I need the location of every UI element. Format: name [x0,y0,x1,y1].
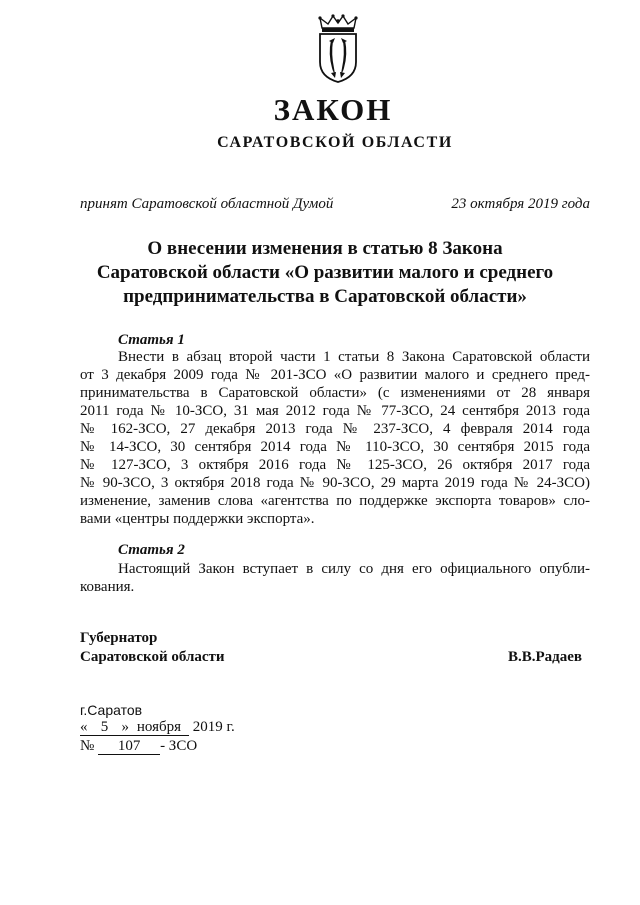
document-title: ЗАКОН [273,92,393,127]
number-suffix: - ЗСО [160,738,198,754]
date-open-quote: « [80,719,88,735]
signatory-name: В.В.Радаев [508,649,583,665]
article-2-line: Настоящий Закон вступает в силу со дня его официального опубли- [118,561,590,577]
article-1-line: принимательства в Саратовской области» (с изменениями от 28 января [80,385,590,401]
law-title-line: предпринимательства в Саратовской области» [123,286,527,307]
article-1-line: от 3 декабря 2009 года № 201-ЗСО «О развитии малого и среднего пред- [80,367,590,383]
number-prefix: № [80,738,95,754]
date-month: ноября [129,719,189,736]
adoption-date: 23 октября 2019 года [451,196,590,212]
document-subtitle: САРАТОВСКОЙ ОБЛАСТИ [217,134,453,151]
article-1-line: Внести в абзац второй части 1 статьи 8 Закона Саратовской области [118,349,590,365]
article-1-line: вами «центры поддержки экспорта». [80,511,315,527]
law-title [70,237,580,309]
signatory-position: Губернатор [80,630,158,646]
article-1-line: 2011 года № 10-ЗСО, 31 мая 2012 года № 77-ЗСО, 24 сентября 2013 года [80,403,590,419]
signatory-region: Саратовской области [80,649,225,665]
place-of-signing: г.Саратов [80,702,143,718]
signing-date [80,717,235,737]
article-1-line: № 127-ЗСО, 3 октября 2016 года № 125-ЗСО, 26 октября 2017 года [80,457,590,473]
article-1-line: изменение, заменив слова «агентства по поддержке экспорта товаров» сло- [80,493,590,509]
article-2-heading: Статья 2 [118,542,185,558]
article-1-line: № 162-ЗСО, 27 декабря 2013 года № 237-ЗСО, 4 февраля 2014 года [80,421,590,437]
date-year: 2019 г. [192,719,235,735]
law-title-line: О внесении изменения в статью 8 Закона [147,238,503,259]
article-2-line: кования. [80,579,135,595]
article-1-line: № 14-ЗСО, 30 сентября 2014 года № 110-ЗСО, 30 сентября 2015 года [80,439,590,455]
article-1-line: № 90-ЗСО, 3 октября 2018 года № 90-ЗСО, 29 марта 2019 года № 24-ЗСО) [80,475,590,491]
law-number [80,736,197,756]
article-1-heading: Статья 1 [118,332,185,348]
saratov-coat-of-arms-icon [316,14,360,84]
date-day: 5 [88,719,122,736]
adoption-text: принят Саратовской областной Думой [80,196,334,212]
date-close-quote: » [121,719,129,735]
number-value: 107 [98,738,160,755]
law-title-line: Саратовской области «О развитии малого и среднего [96,262,554,283]
